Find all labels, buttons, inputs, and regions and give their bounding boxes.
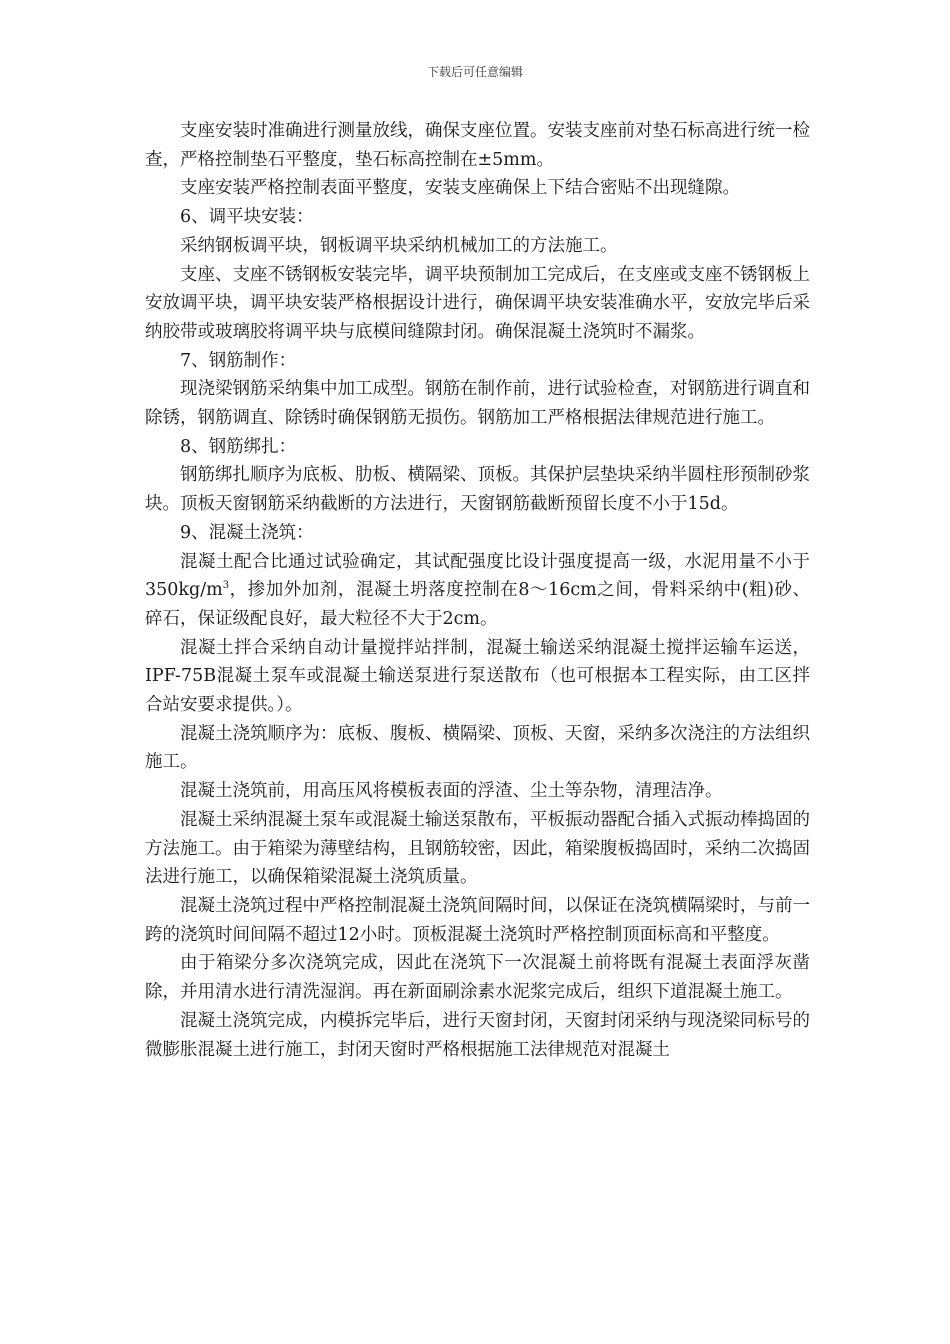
- section-heading: 6、调平块安装：: [180, 207, 314, 228]
- page-header: 下载后可任意编辑: [426, 65, 523, 79]
- superscript: 3: [222, 580, 230, 592]
- paragraph: 支座、支座不锈钢板安装完毕，调平块预制加工完成后，在支座或支座不锈钢板上安放调平块，调平块安装严格根据设计进行，确保调平块安装准确水平，安放完毕后采纳胶带或玻璃胶将调平块与底模间缝隙封闭。确保混凝土浇筑时不漏浆。: [145, 264, 810, 342]
- paragraph: 由于箱梁分多次浇筑完成，因此在浇筑下一次混凝土前将既有混凝土表面浮灰凿除，并用清水进行清洗湿润。再在新面刷涂素水泥浆完成后，组织下道混凝土施工。: [145, 953, 810, 1003]
- paragraph-text: ，掺加外加剂，混凝土坍落度控制在8～16cm之间，骨料采纳中(粗)砂、碎石，保证级配良好，最大粒径不大于2cm。: [145, 580, 810, 629]
- paragraph: 支座安装严格控制表面平整度，安装支座确保上下结合密贴不出现缝隙。: [180, 178, 740, 199]
- paragraph: 混凝土浇筑完成，内模拆完毕后，进行天窗封闭，天窗封闭采纳与现浇梁同标号的微膨胀混凝土进行施工，封闭天窗时严格根据施工法律规范对混凝土: [145, 1010, 810, 1060]
- section-heading: 7、钢筋制作：: [180, 350, 297, 371]
- section-heading: 9、混凝土浇筑：: [180, 522, 314, 543]
- paragraph: 支座安装时准确进行测量放线，确保支座位置。安装支座前对垫石标高进行统一检查，严格控制垫石平整度，垫石标高控制在±5mm。: [145, 121, 810, 170]
- paragraph: 现浇梁钢筋采纳集中加工成型。钢筋在制作前，进行试验检查，对钢筋进行调直和除锈，钢筋调直、除锈时确保钢筋无损伤。钢筋加工严格根据法律规范进行施工。: [145, 379, 810, 429]
- paragraph: 混凝土浇筑过程中严格控制混凝土浇筑间隔时间，以保证在浇筑横隔梁时，与前一跨的浇筑时间间隔不超过12小时。顶板混凝土浇筑时严格控制顶面标高和平整度。: [145, 895, 810, 945]
- paragraph: 混凝土浇筑顺序为：底板、腹板、横隔梁、顶板、天窗，采纳多次浇注的方法组织施工。: [145, 723, 810, 773]
- paragraph: 混凝土浇筑前，用高压风将模板表面的浮渣、尘土等杂物，清理洁净。: [180, 781, 723, 802]
- paragraph: 钢筋绑扎顺序为底板、肋板、横隔梁、顶板。其保护层垫块采纳半圆柱形预制砂浆块。顶板天窗钢筋采纳截断的方法进行，天窗钢筋截断预留长度不小于15d。: [145, 465, 810, 515]
- paragraph-text: 混凝土配合比通过试验确定，其试配强度比设计强度提高一级，水泥用量不小于350kg/m: [145, 551, 810, 601]
- paragraph: 混凝土拌合采纳自动计量搅拌站拌制，混凝土输送采纳混凝土搅拌运输车运送，IPF-75B混凝土泵车或混凝土输送泵进行泵送散布（也可根据本工程实际，由工区拌合站安要求提供。）。: [145, 637, 810, 716]
- paragraph: 采纳钢板调平块，钢板调平块采纳机械加工的方法施工。: [180, 235, 618, 256]
- document-body: [145, 117, 810, 1064]
- paragraph: [145, 548, 810, 634]
- section-heading: 8、钢筋绑扎：: [180, 436, 297, 457]
- paragraph: 混凝土采纳混凝土泵车或混凝土输送泵散布，平板振动器配合插入式振动棒捣固的方法施工。由于箱梁为薄壁结构，且钢筋较密，因此，箱梁腹板捣固时，采纳二次捣固法进行施工，以确保箱梁混凝土浇筑质量。: [145, 809, 810, 888]
